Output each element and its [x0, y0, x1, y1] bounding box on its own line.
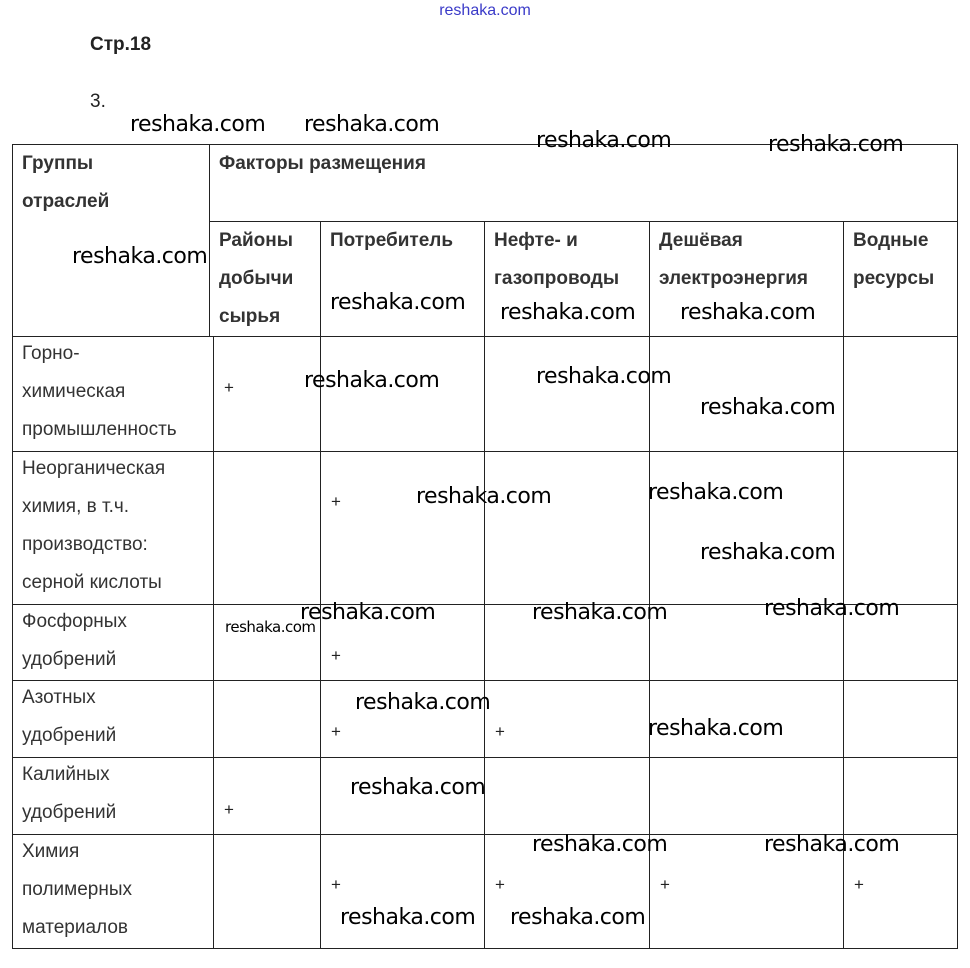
- plus-mark: +: [331, 722, 341, 741]
- row-name-text: Неорганическая химия, в т.ч. производство: серной кислоты: [22, 458, 166, 593]
- watermark-text: reshaka.com: [304, 368, 440, 393]
- watermark-text: reshaka.com: [532, 832, 668, 857]
- row-name-text: Горно- химическая промышленность: [22, 343, 177, 440]
- watermark-text: reshaka.com: [532, 600, 668, 625]
- table-cell: [213, 451, 321, 605]
- row-name: [12, 680, 214, 758]
- table-cell: [213, 834, 321, 949]
- watermark-text: reshaka.com: [536, 128, 672, 153]
- row-name-text: Химия полимерных материалов: [22, 841, 132, 938]
- column-header-text: Районы добычи сырья: [219, 230, 294, 327]
- header-groups-text: Группы отраслей: [22, 153, 110, 212]
- table-cell: [649, 451, 844, 605]
- row-name-text: Фосфорных удобрений: [22, 611, 127, 670]
- table-cell: [843, 680, 958, 758]
- watermark-text: reshaka.com: [340, 905, 476, 930]
- column-header-text: Потребитель: [330, 230, 454, 251]
- plus-mark: +: [660, 875, 670, 894]
- watermark-text: reshaka.com: [768, 132, 904, 157]
- watermark-text: reshaka.com: [680, 300, 816, 325]
- watermark-text: reshaka.com: [510, 905, 646, 930]
- plus-mark: +: [224, 378, 234, 397]
- watermark-text: reshaka.com: [700, 540, 836, 565]
- header-groups: [12, 144, 210, 337]
- watermark-text: reshaka.com: [130, 112, 266, 137]
- table-cell: [843, 757, 958, 835]
- row-name: [12, 834, 214, 949]
- row-name: [12, 757, 214, 835]
- watermark-text: reshaka.com: [764, 832, 900, 857]
- table-cell: [484, 336, 650, 452]
- watermark-text: reshaka.com: [648, 480, 784, 505]
- row-name: [12, 336, 214, 452]
- table-cell: [213, 336, 321, 452]
- table-cell: [320, 451, 485, 605]
- watermark-text: reshaka.com: [304, 112, 440, 137]
- watermark-text: reshaka.com: [700, 395, 836, 420]
- table-cell: [649, 757, 844, 835]
- column-header-text: Водные ресурсы: [853, 230, 935, 289]
- column-header: [843, 221, 958, 337]
- watermark-text: reshaka.com: [72, 244, 208, 269]
- watermark-text: reshaka.com: [300, 600, 436, 625]
- row-name: [12, 604, 214, 681]
- plus-mark: +: [331, 875, 341, 894]
- watermark-text: reshaka.com: [330, 290, 466, 315]
- table-cell: [843, 336, 958, 452]
- column-header-text: Дешёвая электроэнергия: [659, 230, 809, 289]
- table-cell: [213, 757, 321, 835]
- page-label: Стр.18: [90, 34, 152, 55]
- table-cell: [213, 680, 321, 758]
- watermark-text: reshaka.com: [355, 690, 491, 715]
- watermark-text: reshaka.com: [500, 300, 636, 325]
- table-cell: [649, 336, 844, 452]
- watermark-text: reshaka.com: [416, 484, 552, 509]
- table-cell: [320, 336, 485, 452]
- plus-mark: +: [331, 492, 341, 511]
- table-cell: [484, 680, 650, 758]
- watermark-text: reshaka.com: [225, 618, 316, 636]
- column-header-text: Нефте- и газопроводы: [494, 230, 620, 289]
- watermark-text: reshaka.com: [350, 775, 486, 800]
- plus-mark: +: [331, 646, 341, 665]
- row-name: [12, 451, 214, 605]
- plus-mark: +: [495, 875, 505, 894]
- watermark-text: reshaka.com: [648, 716, 784, 741]
- column-header: [209, 221, 321, 337]
- plus-mark: +: [224, 800, 234, 819]
- watermark-text: reshaka.com: [764, 596, 900, 621]
- table-cell: [484, 451, 650, 605]
- watermark-text: reshaka.com: [536, 364, 672, 389]
- plus-mark: +: [495, 722, 505, 741]
- table-cell: [320, 834, 485, 949]
- header-factors-text: Факторы размещения: [219, 153, 426, 174]
- plus-mark: +: [854, 875, 864, 894]
- table-cell: [843, 451, 958, 605]
- header-watermark: reshaka.com: [439, 2, 531, 19]
- row-name-text: Калийных удобрений: [22, 764, 117, 823]
- table-cell: [484, 757, 650, 835]
- task-number: 3.: [90, 91, 106, 112]
- row-name-text: Азотных удобрений: [22, 687, 117, 746]
- column-header: [320, 221, 485, 337]
